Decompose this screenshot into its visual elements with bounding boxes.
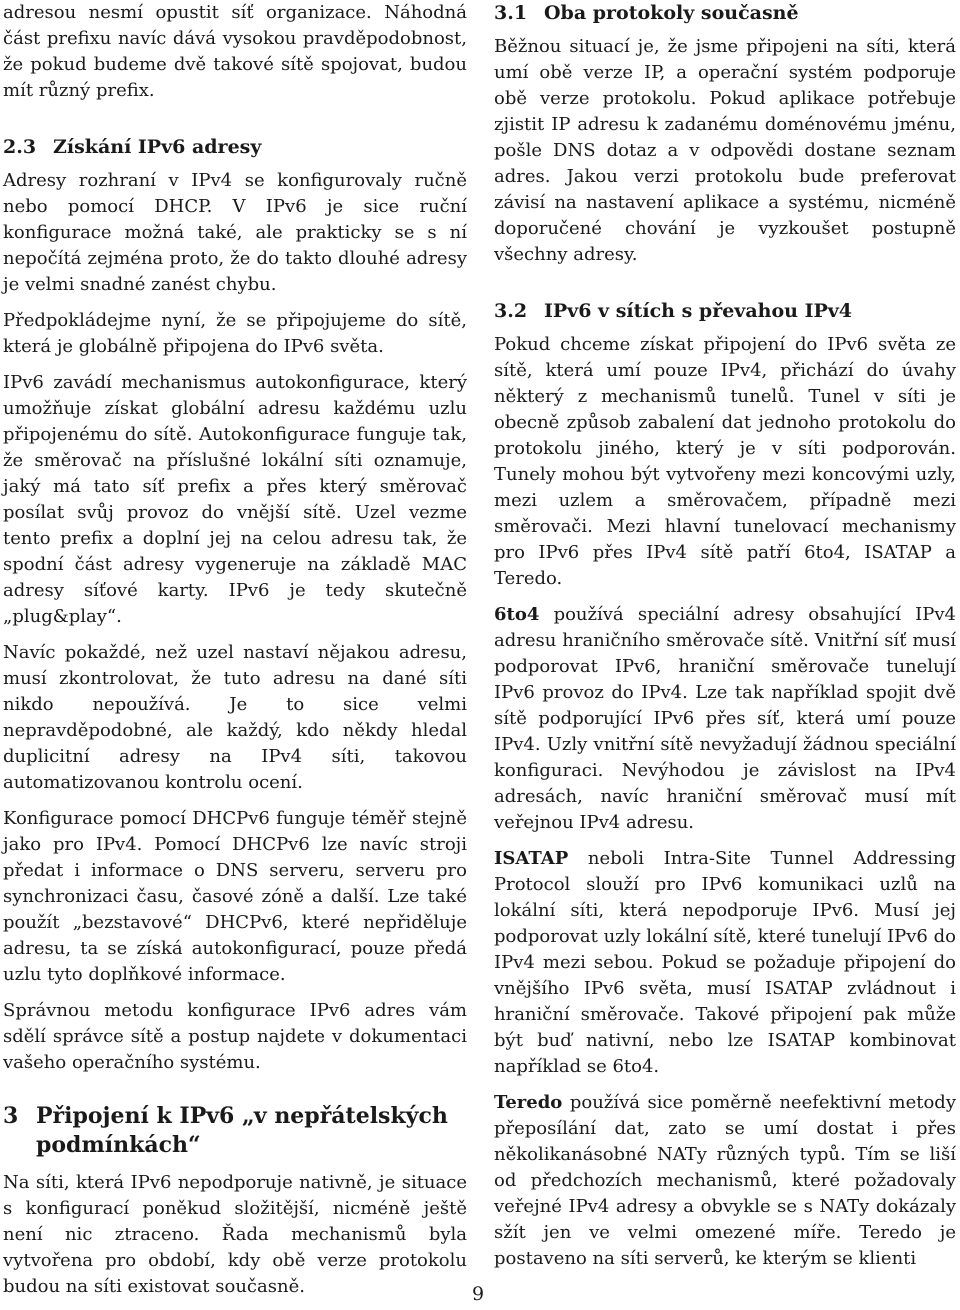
paragraph-text: používá speciální adresy obsahující IPv4 adresu hraničního směrovače sítě. Vnitřní síť musí podporovat IPv6, hraniční směrovače tunelují IPv6 provoz do IPv4. Lze tak například spojit dvě sítě podporující IPv6 přes síť, která umí pouze IPv4. Uzly vnitřní sítě nevyžadují žádnou speciální konfiguraci. Nevýhodou je závislost na IPv4 adresách, navíc hraniční směrovač musí mít veřejnou IPv4 adresu. [494, 604, 956, 833]
heading-3 [3, 1102, 467, 1160]
paragraph-isatap [494, 846, 956, 1080]
paragraph: Správnou metodu konfigurace IPv6 adres vám sdělí správce sítě a postup najdete v dokumentaci vašeho operačního systému. [3, 1000, 467, 1073]
heading-2-3 [3, 134, 467, 160]
paragraph: Na síti, která IPv6 nepodporuje nativně, je situace s konfigurací poněkud složitější, nicméně ještě není nic ztraceno. Řada mechanismů byla vytvořena pro období, kdy obě verze protokolu budou na síti existovat současně. [3, 1172, 467, 1297]
heading-number: 3 [3, 1103, 19, 1129]
paragraph-text: neboli Intra-Site Tunnel Addressing Protocol slouží pro IPv6 komunikaci uzlů na lokální síti, která nepodporuje IPv6. Musí jej podporovat uzly lokální sítě, které tunelují IPv6 do IPv4 mezi sebou. Pokud se požaduje připojení do vnějšího IPv6 světa, musí ISATAP zvládnout i hraniční směrovače. Takové připojení pak může být buď nativní, nebo lze ISATAP kombinovat například se 6to4. [494, 848, 956, 1077]
paragraph-6to4 [494, 602, 956, 836]
heading-3-1 [494, 0, 956, 26]
left-column [3, 0, 467, 1310]
paragraph: Adresy rozhraní v IPv4 se konfigurovaly ručně nebo pomocí DHCP. V IPv6 je sice ruční konfigurace možná také, ale prakticky se s ní nepočítá zejména proto, že do takto dlouhé adresy je velmi snadné zanést chybu. [3, 170, 467, 295]
heading-3-2 [494, 298, 956, 324]
heading-text: Oba protokoly současně [544, 2, 799, 24]
term-teredo: Teredo [494, 1092, 563, 1113]
paragraph-intro: adresou nesmí opustit síť organizace. Náhodná část prefixu navíc dává vysokou pravděpodobnost, že pokud budeme dvě takové sítě spojovat, budou mít různý prefix. [3, 2, 467, 101]
heading-number: 3.2 [494, 300, 528, 322]
paragraph-text: používá sice poměrně neefektivní metody přeposílání dat, zato se umí dostat i přes několikanásobné NATy různých typů. Tím se liší od předchozích mechanismů, které požadovaly veřejné IPv4 adresy a obvykle se s NATy dokázaly sžít jen ve velmi omezené míře. Teredo je postaveno na síti serverů, ke kterým se klienti [494, 1092, 956, 1269]
paragraph: Navíc pokaždé, než uzel nastaví nějakou adresu, musí zkontrolovat, že tuto adresu na dané síti nikdo nepoužívá. Je to sice velmi nepravděpodobné, ale každý, kdo někdy hledal duplicitní adresy na IPv4 síti, takovou automatizovanou kontrolu ocení. [3, 642, 467, 793]
heading-text: Získání IPv6 adresy [53, 136, 262, 158]
right-column [494, 0, 956, 1282]
heading-number: 2.3 [3, 136, 37, 158]
term-6to4: 6to4 [494, 604, 540, 625]
paragraph: IPv6 zavádí mechanismus autokonfigurace, který umožňuje získat globální adresu každému uzlu připojenému do sítě. Autokonfigurace funguje tak, že směrovač na příslušné lokální síti oznamuje, jaký má tato síť prefix a přes který směrovač posílat svůj provoz do vnější sítě. Uzel vezme tento prefix a doplní jej na celou adresu tak, že spodní část adresy vygeneruje na základě MAC adresy síťové karty. IPv6 je tedy skutečně „plug&play“. [3, 372, 467, 627]
heading-text: Připojení k IPv6 „v nepřátelských podmínkách“ [36, 1103, 448, 1158]
paragraph-teredo [494, 1090, 956, 1272]
paragraph: Konfigurace pomocí DHCPv6 funguje téměř stejně jako pro IPv4. Pomocí DHCPv6 lze navíc stroji předat i informace o DNS serveru, serveru pro synchronizaci času, časové zóně a další. Lze také použít „bezstavové“ DHCPv6, které nepřiděluje adresu, ta se získá autokonfigurací, pouze předá uzlu tyto doplňkové informace. [3, 808, 467, 985]
heading-text: IPv6 v sítích s převahou IPv4 [544, 300, 853, 322]
term-isatap: ISATAP [494, 848, 569, 869]
heading-number: 3.1 [494, 2, 528, 24]
paragraph: Běžnou situací je, že jsme připojeni na síti, která umí obě verze IP, a operační systém podporuje obě verze protokolu. Pokud aplikace potřebuje zjistit IP adresu k zadanému doménovému jménu, pošle DNS dotaz a v odpovědi dostane seznam adres. Jakou verzi protokolu bude preferovat závisí na nastavení aplikace a systému, nicméně doporučené chování je vyzkoušet postupně všechny adresy. [494, 36, 956, 265]
paragraph: Pokud chceme získat připojení do IPv6 světa ze sítě, která umí pouze IPv4, přichází do úvahy některý z mechanismů tunelů. Tunel v síti je obecně způsob zabalení dat jednoho protokolu do protokolu jiného, který je v síti podporován. Tunely mohou být vytvořeny mezi koncovými uzly, mezi uzlem a směrovačem, případně mezi směrovači. Mezi hlavní tunelovací mechanismy pro IPv6 přes IPv4 sítě patří 6to4, ISATAP a Teredo. [494, 334, 956, 589]
page-number: 9 [472, 1283, 485, 1305]
paragraph: Předpokládejme nyní, že se připojujeme do sítě, která je globálně připojena do IPv6 světa. [3, 310, 467, 357]
